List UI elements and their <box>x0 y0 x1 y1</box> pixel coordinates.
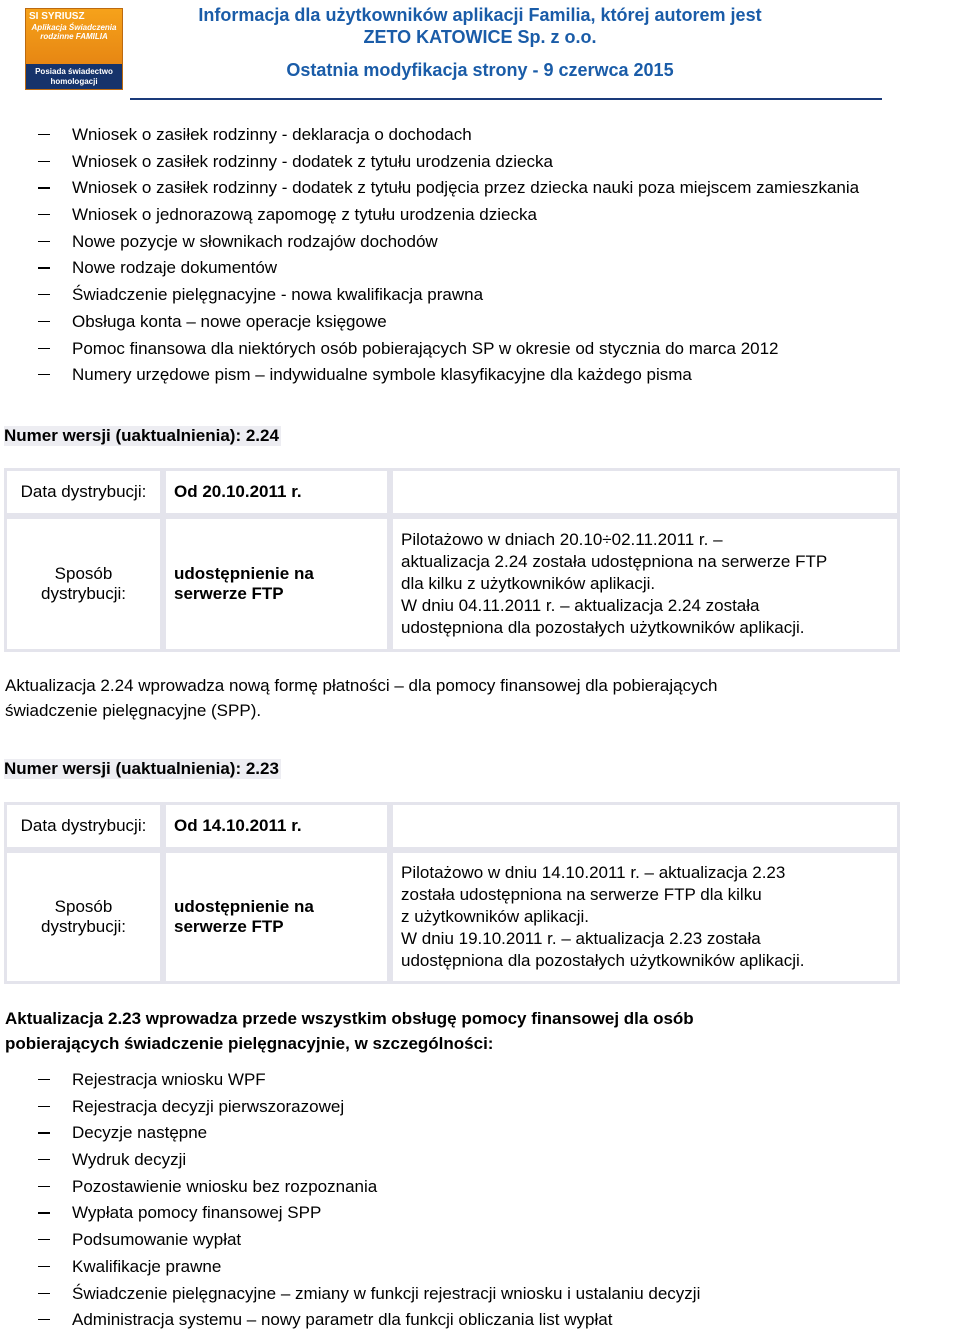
list-item-text: Pomoc finansowa dla niektórych osób pobierających SP w okresie od stycznia do marca 2012 <box>72 338 779 358</box>
list-item <box>0 1229 700 1256</box>
list-item <box>0 231 859 258</box>
dist-method-label: Sposób dystrybucji: <box>4 850 163 984</box>
note-line: z użytkowników aplikacji. <box>401 907 590 926</box>
update-description-223 <box>5 1006 871 1056</box>
dist-date-value: Od 14.10.2011 r. <box>163 802 390 850</box>
dist-notes <box>390 516 900 652</box>
logo-app-name: Aplikacja Świadczenia rodzinne FAMILIA <box>31 23 117 41</box>
note-line: aktualizacja 2.24 została udostępniona na serwerze FTP <box>401 552 828 571</box>
description-line-1: Aktualizacja 2.24 wprowadza nową formę płatności – dla pomocy finansowej dla pobierających <box>5 676 718 695</box>
dash-bullet-icon <box>38 1159 50 1160</box>
note-line: W dniu 04.11.2011 r. – aktualizacja 2.24 została <box>401 596 760 615</box>
note-line: Pilotażowo w dniu 14.10.2011 r. – aktualizacja 2.23 <box>401 863 786 882</box>
dist-notes <box>390 850 900 984</box>
note-line: Pilotażowo w dniach 20.10÷02.11.2011 r. – <box>401 530 723 549</box>
distribution-table-224 <box>4 468 900 652</box>
description-line-1: Aktualizacja 2.23 wprowadza przede wszystkim obsługę pomocy finansowej dla osób <box>5 1009 694 1028</box>
list-item <box>0 151 859 178</box>
dist-date-value: Od 20.10.2011 r. <box>163 468 390 516</box>
list-item <box>0 338 859 365</box>
list-item-text: Wniosek o zasiłek rodzinny - dodatek z tytułu podjęcia przez dziecka nauki poza miejscem zamieszkania <box>72 178 860 198</box>
list-item-text: Rejestracja decyzji pierwszorazowej <box>72 1096 345 1116</box>
list-item-text: Decyzje następne <box>72 1123 208 1143</box>
description-line-2: pobierających świadczenie pielęgnacyjnie, w szczególności: <box>5 1034 494 1053</box>
dash-bullet-icon <box>38 348 50 349</box>
dash-bullet-icon <box>38 1293 50 1294</box>
list-item-text: Świadczenie pielęgnacyjne - nowa kwalifikacja prawna <box>72 285 484 305</box>
dist-method-value: udostępnienie na serwerze FTP <box>163 516 390 652</box>
title-line-1: Informacja dla użytkowników aplikacji Familia, której autorem jest <box>198 5 762 25</box>
list-item-text: Nowe pozycje w słownikach rodzajów dochodów <box>72 231 438 251</box>
list-item <box>0 1096 700 1123</box>
list-item-text: Numery urzędowe pism – indywidualne symbole klasyfikacyjne dla każdego pisma <box>72 365 692 385</box>
dash-bullet-icon <box>38 241 50 242</box>
last-modified: Ostatnia modyfikacja strony - 9 czerwca 2015 <box>286 60 674 80</box>
list-item <box>0 1149 700 1176</box>
dash-bullet-icon <box>38 214 50 215</box>
list-item <box>0 257 859 284</box>
dist-date-label: Data dystrybucji: <box>4 468 163 516</box>
list-item <box>0 124 859 151</box>
title-line-2: ZETO KATOWICE Sp. z o.o. <box>363 27 597 47</box>
list-item-text: Administracja systemu – nowy parametr dla funkcji obliczania list wypłat <box>72 1310 613 1330</box>
dash-bullet-icon <box>38 187 50 188</box>
list-item <box>0 364 859 391</box>
dash-bullet-icon <box>38 321 50 322</box>
dist-empty-cell <box>390 802 900 850</box>
note-line: dla kilku z użytkowników aplikacji. <box>401 574 656 593</box>
dist-date-label: Data dystrybucji: <box>4 802 163 850</box>
version-heading-223: Numer wersji (uaktualnienia): 2.23 <box>4 759 279 778</box>
list-item-text: Wypłata pomocy finansowej SPP <box>72 1203 322 1223</box>
list-item <box>0 1122 700 1149</box>
list-item <box>0 1176 700 1203</box>
dash-bullet-icon <box>38 1239 50 1240</box>
feature-list-bottom <box>0 1069 700 1336</box>
dash-bullet-icon <box>38 1132 50 1133</box>
list-item-text: Wydruk decyzji <box>72 1150 187 1170</box>
list-item <box>0 284 859 311</box>
note-line: została udostępniona na serwerze FTP dla kilku <box>401 885 762 904</box>
list-item-text: Wniosek o jednorazową zapomogę z tytułu urodzenia dziecka <box>72 205 537 225</box>
dash-bullet-icon <box>38 1319 50 1320</box>
feature-list-top <box>0 124 859 391</box>
dash-bullet-icon <box>38 134 50 135</box>
dash-bullet-icon <box>38 1079 50 1080</box>
dash-bullet-icon <box>38 1266 50 1267</box>
dist-method-value: udostępnienie na serwerze FTP <box>163 850 390 984</box>
version-heading-224: Numer wersji (uaktualnienia): 2.24 <box>4 426 279 445</box>
note-line: udostępniona dla pozostałych użytkowników aplikacji. <box>401 618 805 637</box>
list-item <box>0 311 859 338</box>
dash-bullet-icon <box>38 1106 50 1107</box>
note-line: W dniu 19.10.2011 r. – aktualizacja 2.23 została <box>401 929 761 948</box>
list-item <box>0 1309 700 1336</box>
list-item-text: Kwalifikacje prawne <box>72 1256 222 1276</box>
update-description-224 <box>5 673 871 723</box>
list-item <box>0 1283 700 1310</box>
familia-logo <box>25 8 123 90</box>
header-divider <box>130 98 882 100</box>
distribution-table-223 <box>4 802 900 984</box>
dash-bullet-icon <box>38 374 50 375</box>
page-title <box>150 4 810 48</box>
list-item-text: Nowe rodzaje dokumentów <box>72 258 278 278</box>
list-item <box>0 1069 700 1096</box>
list-item-text: Podsumowanie wypłat <box>72 1230 242 1250</box>
list-item-text: Rejestracja wniosku WPF <box>72 1070 266 1089</box>
note-line: udostępniona dla pozostałych użytkowników aplikacji. <box>401 951 805 970</box>
list-item <box>0 204 859 231</box>
list-item <box>0 1202 700 1229</box>
list-item-text: Wniosek o zasiłek rodzinny - deklaracja o dochodach <box>72 125 472 144</box>
dash-bullet-icon <box>38 294 50 295</box>
list-item <box>0 177 859 204</box>
dash-bullet-icon <box>38 267 50 268</box>
list-item-text: Świadczenie pielęgnacyjne – zmiany w funkcji rejestracji wniosku i ustalaniu decyzji <box>72 1283 701 1303</box>
dash-bullet-icon <box>38 161 50 162</box>
list-item-text: Obsługa konta – nowe operacje księgowe <box>72 311 387 331</box>
dist-empty-cell <box>390 468 900 516</box>
dash-bullet-icon <box>38 1212 50 1213</box>
logo-brand: SI SYRIUSZ <box>29 11 85 22</box>
logo-certificate: Posiada świadectwo homologacji <box>26 64 122 89</box>
list-item <box>0 1256 700 1283</box>
list-item-text: Wniosek o zasiłek rodzinny - dodatek z tytułu urodzenia dziecka <box>72 151 553 171</box>
list-item-text: Pozostawienie wniosku bez rozpoznania <box>72 1176 378 1196</box>
description-line-2: świadczenie pielęgnacyjne (SPP). <box>5 701 262 720</box>
dist-method-label: Sposób dystrybucji: <box>4 516 163 652</box>
dash-bullet-icon <box>38 1186 50 1187</box>
